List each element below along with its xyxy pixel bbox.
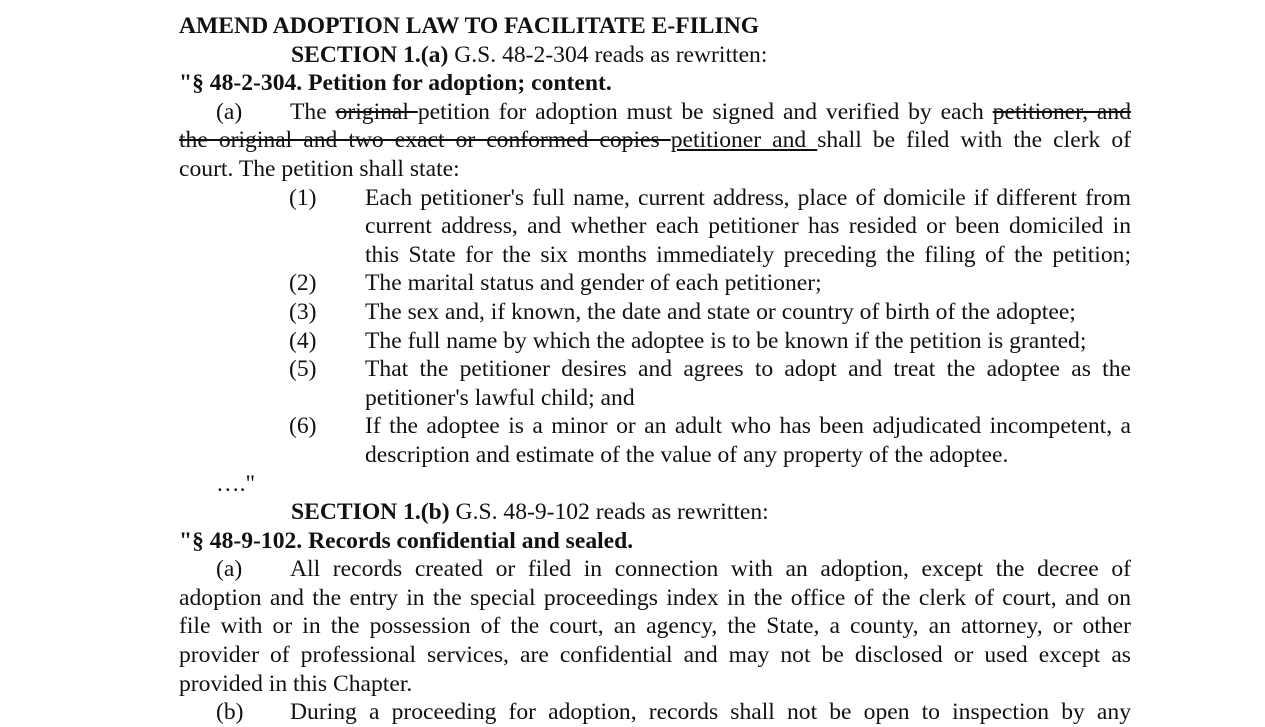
section-1b-catchline: "§ 48-9-102. Records confidential and sealed. bbox=[179, 527, 634, 554]
section-1b-para-a-line-4: provider of professional services, are confidential and may not be disclosed or used except as bbox=[179, 642, 1131, 669]
item-line: That the petitioner desires and agrees to adopt and treat the adoptee as the bbox=[365, 356, 1131, 383]
para-text: During a proceeding for adoption, records shall not be open to inspection by any bbox=[290, 699, 1131, 726]
section-1b-text: G.S. 48-9-102 reads as rewritten: bbox=[449, 499, 769, 526]
item-line: description and estimate of the value of any property of the adoptee. bbox=[365, 441, 1009, 468]
para-number: (a) bbox=[216, 98, 243, 125]
document-heading: AMEND ADOPTION LAW TO FACILITATE E-FILING bbox=[179, 13, 760, 39]
item-line: current address, and whether each petitioner has resided or been domiciled in bbox=[365, 213, 1131, 240]
section-ellipsis: …." bbox=[216, 470, 256, 497]
item-number: (1) bbox=[289, 184, 317, 211]
section-1b-para-a-line-2: adoption and the entry in the special proceedings index in the office of the clerk of court, and on bbox=[179, 584, 1131, 611]
para-text: shall be filed with the clerk of bbox=[817, 127, 1131, 154]
section-1a-catchline: "§ 48-2-304. Petition for adoption; content. bbox=[179, 70, 612, 97]
item-line: The sex and, if known, the date and state or country of birth of the adoptee; bbox=[365, 298, 1076, 325]
inserted-text: petitioner and bbox=[670, 127, 818, 154]
section-1b-intro bbox=[179, 498, 1131, 527]
section-1a-para-a-line-1 bbox=[179, 98, 1131, 127]
document-page bbox=[179, 12, 1131, 727]
para-text: petition for adoption must be signed and verified by each bbox=[417, 98, 993, 125]
section-1a-para-a-line-2 bbox=[179, 126, 1131, 155]
section-1a-text: G.S. 48-2-304 reads as rewritten: bbox=[448, 41, 768, 68]
list-item bbox=[179, 298, 1131, 327]
para-text: The bbox=[290, 98, 336, 125]
list-item bbox=[179, 269, 1131, 298]
para-text: All records created or filed in connection with an adoption, except the decree of bbox=[290, 556, 1131, 583]
section-1b-para-a-line-1 bbox=[179, 555, 1131, 584]
item-number: (3) bbox=[289, 298, 317, 325]
list-item bbox=[179, 327, 1131, 356]
item-line: The marital status and gender of each petitioner; bbox=[365, 270, 822, 297]
item-line: Each petitioner's full name, current address, place of domicile if different from bbox=[365, 184, 1131, 211]
section-1a-para-a-line-3: court. The petition shall state: bbox=[179, 155, 460, 182]
section-1b-para-a-line-5: provided in this Chapter. bbox=[179, 670, 413, 697]
deleted-text: petitioner, and bbox=[992, 98, 1131, 125]
deleted-text: the original and two exact or conformed copies bbox=[179, 127, 671, 154]
item-number: (4) bbox=[289, 327, 317, 354]
list-item bbox=[179, 184, 1131, 270]
para-number: (a) bbox=[216, 556, 243, 583]
section-1a-intro bbox=[179, 41, 1131, 70]
list-item bbox=[179, 412, 1131, 469]
section-1b-para-a-line-3: file with or in the possession of the court, an agency, the State, a county, an attorney, or other bbox=[179, 613, 1131, 640]
section-1b-para-b-line-1 bbox=[179, 698, 1131, 727]
item-line: The full name by which the adoptee is to be known if the petition is granted; bbox=[365, 327, 1087, 354]
item-line: petitioner's lawful child; and bbox=[365, 384, 635, 411]
item-line: If the adoptee is a minor or an adult who has been adjudicated incompetent, a bbox=[365, 413, 1131, 440]
item-number: (5) bbox=[289, 356, 317, 383]
deleted-text: original bbox=[335, 98, 418, 125]
para-number: (b) bbox=[216, 699, 244, 726]
item-number: (2) bbox=[289, 270, 317, 297]
section-1b-label: SECTION 1.(b) bbox=[291, 499, 450, 526]
section-1a-label: SECTION 1.(a) bbox=[291, 41, 449, 68]
item-line: this State for the six months immediately preceding the filing of the petition; bbox=[365, 241, 1131, 268]
list-item bbox=[179, 355, 1131, 412]
item-number: (6) bbox=[289, 413, 317, 440]
